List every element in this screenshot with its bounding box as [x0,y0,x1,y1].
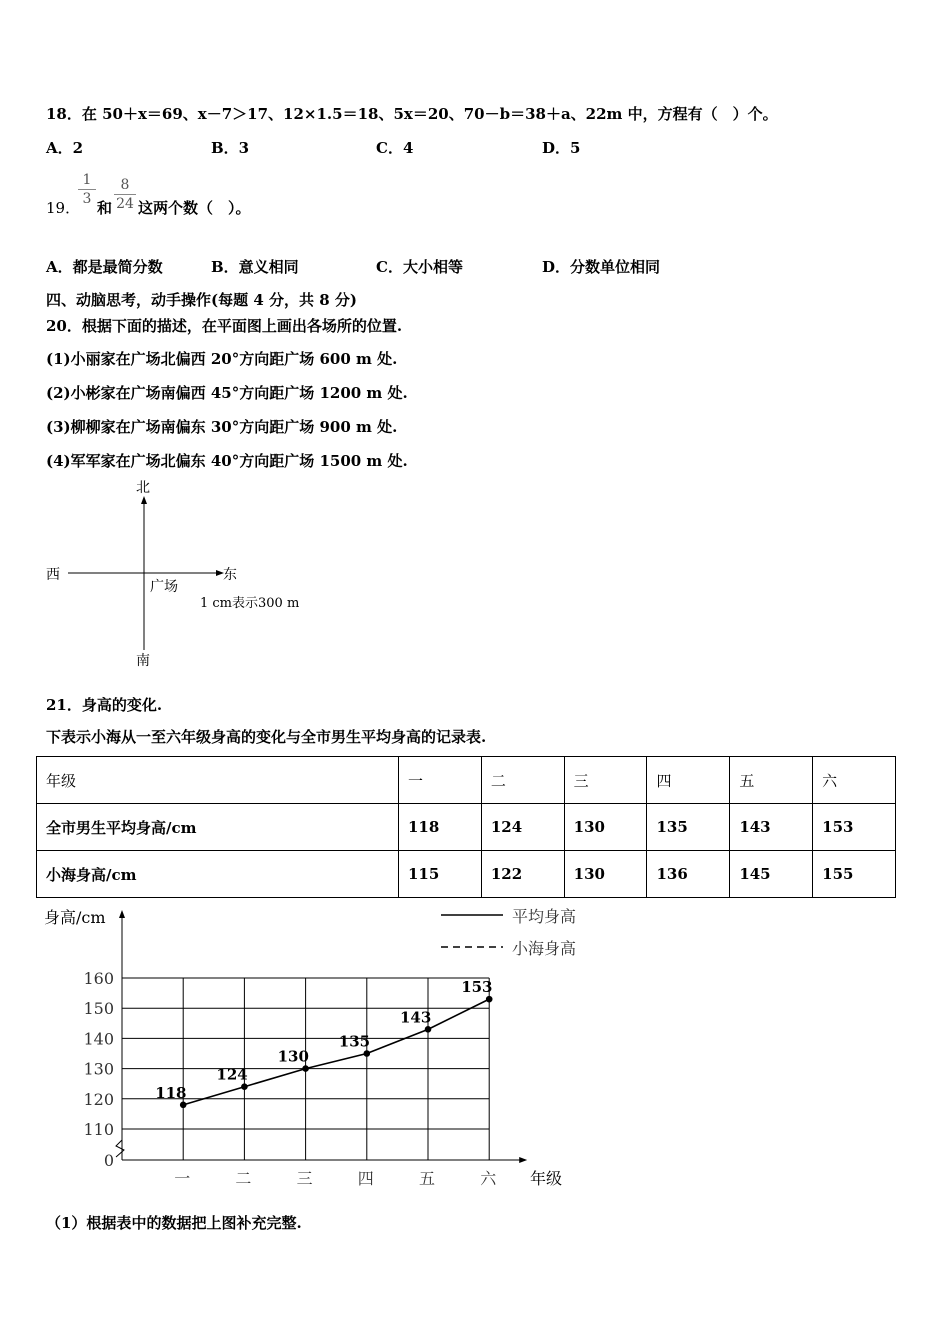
data-point [425,1026,432,1033]
data-label: 135 [338,1032,371,1051]
center-label: 广场 [150,579,178,595]
y-tick-label: 150 [83,999,114,1019]
y-tick-label: 140 [83,1029,114,1049]
y-axis-arrow-icon [119,910,125,918]
data-point [364,1050,371,1057]
x-tick-label: 三 [296,1169,313,1188]
scale-label: 1 cm表示300 m [200,596,300,611]
data-point [486,996,493,1003]
q21-sub1: （1）根据表中的数据把上图补充完整. [46,1214,302,1232]
data-point [302,1065,309,1072]
q18-option-b: B．3 [211,139,250,157]
axis-break-icon [116,1140,124,1157]
north-label: 北 [136,480,150,496]
table-row: 全市男生平均身高/cm 118 124 130 135 143 153 [37,804,896,851]
fraction-one-third: 1 3 [78,172,96,207]
x-tick-label: 一 [174,1169,191,1188]
q20-item-3: (3)柳柳家在广场南偏东 30°方向距广场 900 m 处. [46,418,398,436]
section-heading: 四、动脑思考，动手操作(每题 4 分，共 8 分) [46,291,357,309]
north-arrow-icon [141,496,147,504]
legend-label-xiaohai: 小海身高 [512,939,577,958]
q20-item-2: (2)小彬家在广场南偏西 45°方向距广场 1200 m 处. [46,384,408,402]
y-tick-label: 0 [103,1151,114,1170]
q19-option-a: A．都是最简分数 [46,258,163,276]
q19-option-b: B．意义相同 [211,258,299,276]
q19-and: 和 [97,199,113,217]
q18-option-d: D．5 [542,139,581,157]
y-tick-label: 130 [83,1059,114,1079]
table-row: 小海身高/cm 115 122 130 136 145 155 [37,851,896,898]
fraction-eight-24ths: 8 24 [114,177,136,212]
data-label: 130 [277,1047,309,1066]
q20-item-1: (1)小丽家在广场北偏西 20°方向距广场 600 m 处. [46,350,398,368]
y-tick-label: 160 [83,969,114,988]
q20-item-4: (4)军军家在广场北偏东 40°方向距广场 1500 m 处. [46,452,408,470]
q18-option-c: C．4 [376,139,414,157]
x-axis-arrow-icon [519,1157,527,1163]
q20-stem: 20．根据下面的描述，在平面图上画出各场所的位置. [46,317,403,335]
data-label: 153 [461,978,493,997]
east-label: 东 [223,567,237,583]
data-label: 118 [155,1083,187,1102]
x-axis-label: 年级 [530,1169,563,1188]
q18-stem: 18．在 50＋x＝69、x－7＞17、12×1.5＝18、5x＝20、70－b＝38＋a、22m 中，方程有（ ）个。 [46,105,778,123]
table-header-row: 年级 一 二 三 四 五 六 [37,757,896,804]
x-tick-label: 六 [480,1169,497,1188]
compass-map [0,470,350,680]
q21-intro: 下表示小海从一至六年级身高的变化与全市男生平均身高的记录表. [46,728,487,746]
q19-number: 19． [46,199,81,217]
west-label: 西 [46,567,60,583]
x-tick-label: 二 [235,1169,252,1188]
south-label: 南 [136,653,150,669]
data-label: 124 [216,1065,248,1084]
y-tick-label: 110 [83,1120,114,1139]
q19-option-d: D．分数单位相同 [542,258,661,276]
average-height-line [183,999,489,1105]
y-axis-label: 身高/cm [44,908,106,927]
data-point [180,1102,187,1109]
data-point [241,1083,248,1090]
q19-stem: 这两个数（ ）。 [138,199,251,217]
legend-label-average: 平均身高 [512,907,577,926]
data-label: 143 [400,1008,432,1027]
height-table [36,756,896,898]
q21-stem: 21．身高的变化. [46,696,163,714]
x-tick-label: 五 [419,1169,436,1188]
q18-option-a: A．2 [46,139,84,157]
x-tick-label: 四 [357,1169,374,1188]
y-tick-label: 120 [83,1089,114,1109]
q19-option-c: C．大小相等 [376,258,463,276]
